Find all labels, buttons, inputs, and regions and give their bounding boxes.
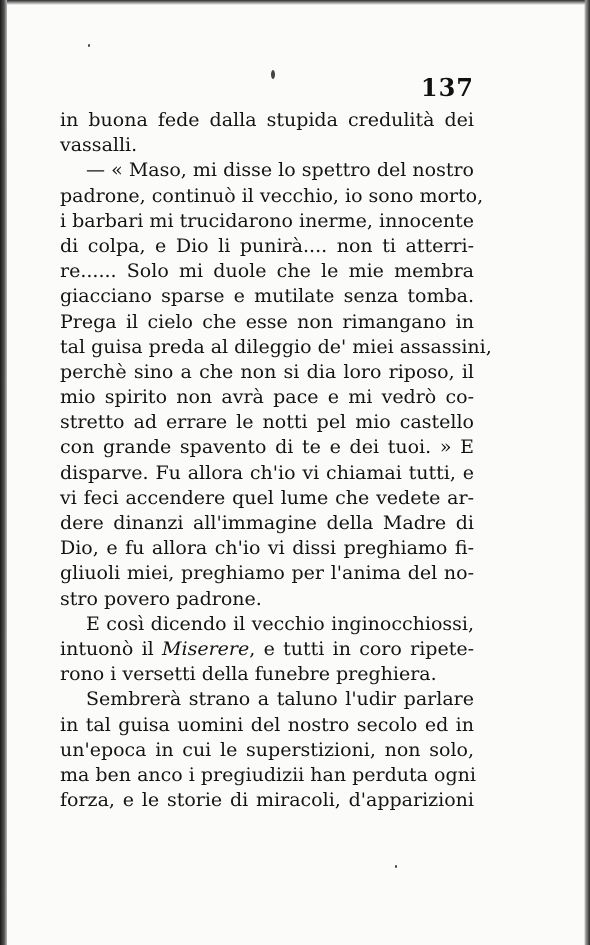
scan-left-edge xyxy=(0,0,7,945)
ink-speck xyxy=(395,865,397,868)
italic-title: Miserere xyxy=(162,637,250,660)
page-number: 137 xyxy=(420,73,474,102)
text-line: stretto ad errare le notti pel mio castello xyxy=(60,411,474,434)
text-line: E così dicendo il vecchio inginocchiossi, xyxy=(86,612,474,635)
text-line: Dio, e fu allora ch'io vi dissi preghiamo fi- xyxy=(60,537,474,560)
text-line: con grande spavento di te e dei tuoi. » E xyxy=(60,436,474,459)
text-line: disparve. Fu allora ch'io vi chiamai tutti, e xyxy=(60,461,474,484)
text-line: ma ben anco i pregiudizii han perduta ogni xyxy=(60,763,476,786)
text-line: in buona fede dalla stupida credulità dei xyxy=(60,109,474,131)
scan-top-edge xyxy=(0,0,590,5)
text-line: — « Maso, mi disse lo spettro del nostro xyxy=(86,159,474,182)
text-line: rono i versetti della funebre preghiera. xyxy=(60,663,437,686)
text-line: dere dinanzi all'immagine della Madre di xyxy=(60,512,474,534)
text-line: i barbari mi trucidarono inerme, innocente xyxy=(60,209,474,232)
text-line: vi feci accendere quel lume che vedete ar- xyxy=(60,486,474,509)
ink-speck xyxy=(88,44,90,47)
text-line: tal guisa preda al dileggio de' miei assassini, xyxy=(60,335,492,358)
text-run: intuonò il xyxy=(60,637,163,660)
text-line: forza, e le storie di miracoli, d'apparizioni xyxy=(60,789,474,812)
text-line: di colpa, e Dio li punirà.... non ti atterri- xyxy=(60,234,474,257)
text-line: Prega il cielo che esse non rimangano in xyxy=(60,310,474,333)
text-line: padrone, continuò il vecchio, io sono morto, xyxy=(60,184,484,207)
text-line: vassalli. xyxy=(60,134,138,157)
text-line: mio spirito non avrà pace e mi vedrò co- xyxy=(60,386,474,409)
text-line: gliuoli miei, preghiamo per l'anima del no- xyxy=(60,562,474,585)
text-run: , e tutti in coro ripete- xyxy=(249,637,474,660)
text-line: in tal guisa uomini del nostro secolo ed in xyxy=(60,713,474,736)
text-line: perchè sino a che non si dia loro riposo, il xyxy=(60,360,474,383)
text-line: giacciano sparse e mutilate senza tomba. xyxy=(60,285,474,308)
ink-speck xyxy=(271,70,275,79)
text-line xyxy=(60,637,474,662)
text-line: stro povero padrone. xyxy=(60,587,262,610)
body-text xyxy=(60,108,492,813)
text-line: un'epoca in cui le superstizioni, non solo, xyxy=(60,738,474,761)
text-line: Sembrerà strano a taluno l'udir parlare xyxy=(86,688,474,711)
text-line: re...... Solo mi duole che le mie membra xyxy=(60,260,474,283)
scan-right-edge xyxy=(584,0,590,945)
